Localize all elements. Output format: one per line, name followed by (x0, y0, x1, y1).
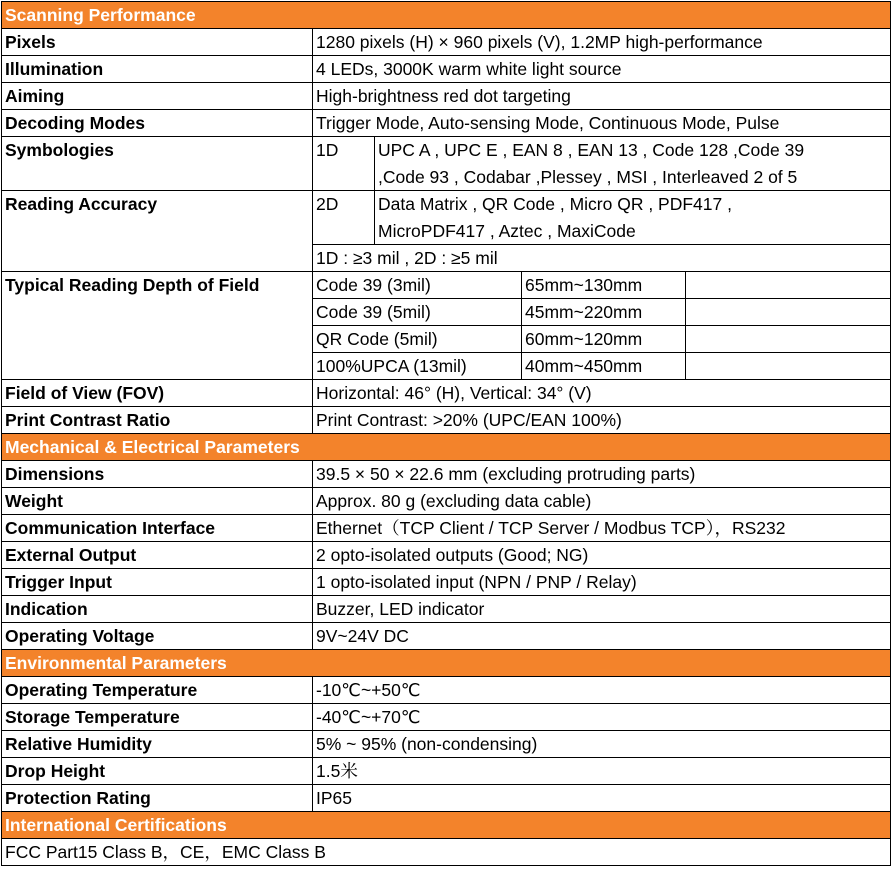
depth-range: 60mm~120mm (522, 326, 686, 353)
symbology-2d-value (375, 191, 891, 245)
spec-table (1, 1, 891, 866)
row-value: Ethernet（TCP Client / TCP Server / Modbus TCP），RS232 (313, 515, 891, 542)
row-label: Communication Interface (2, 515, 313, 542)
depth-empty (686, 353, 891, 380)
section-header-certifications: International Certifications (2, 812, 891, 839)
section-header-scanning: Scanning Performance (2, 2, 891, 29)
row-value: High-brightness red dot targeting (313, 83, 891, 110)
row-label: Storage Temperature (2, 704, 313, 731)
row-label: External Output (2, 542, 313, 569)
symbology-2d-line: MicroPDF417 , Aztec , MaxiCode (378, 220, 636, 241)
row-label: Print Contrast Ratio (2, 407, 313, 434)
symbology-1d-line: UPC A , UPC E , EAN 8 , EAN 13 , Code 128 ,Code 39 (378, 140, 805, 160)
symbology-1d-label: 1D (313, 137, 375, 191)
row-value: 9V~24V DC (313, 623, 891, 650)
section-row-mechanical (2, 434, 891, 461)
row-value: -10℃~+50℃ (313, 677, 891, 704)
row-label: Weight (2, 488, 313, 515)
table-row (2, 569, 891, 596)
table-row (2, 542, 891, 569)
row-label: Aiming (2, 83, 313, 110)
row-value: 1 opto-isolated input (NPN / PNP / Relay) (313, 569, 891, 596)
depth-empty (686, 299, 891, 326)
table-row (2, 137, 891, 191)
row-label: Relative Humidity (2, 731, 313, 758)
row-value: Horizontal: 46° (H), Vertical: 34° (V) (313, 380, 891, 407)
depth-range: 45mm~220mm (522, 299, 686, 326)
row-value: 1.5米 (313, 758, 891, 785)
table-row (2, 110, 891, 137)
table-row (2, 29, 891, 56)
row-value: -40℃~+70℃ (313, 704, 891, 731)
accuracy-value: 1D : ≥3 mil , 2D : ≥5 mil (313, 245, 891, 272)
depth-empty (686, 272, 891, 299)
symbology-2d-line: Data Matrix , QR Code , Micro QR , PDF417 , (378, 194, 732, 214)
row-label: Operating Voltage (2, 623, 313, 650)
row-value: 39.5 × 50 × 22.6 mm (excluding protruding parts) (313, 461, 891, 488)
table-row (2, 407, 891, 434)
row-label: Reading Accuracy (2, 191, 313, 272)
row-label: Protection Rating (2, 785, 313, 812)
row-label: Dimensions (2, 461, 313, 488)
symbology-2d-label: 2D (313, 191, 375, 245)
symbology-1d-value (375, 137, 891, 191)
depth-code: Code 39 (5mil) (313, 299, 522, 326)
table-row (2, 461, 891, 488)
table-row (2, 56, 891, 83)
row-value: 5% ~ 95% (non-condensing) (313, 731, 891, 758)
section-header-mechanical: Mechanical & Electrical Parameters (2, 434, 891, 461)
row-label: Illumination (2, 56, 313, 83)
table-row (2, 515, 891, 542)
row-label: Typical Reading Depth of Field (2, 272, 313, 380)
row-label: Drop Height (2, 758, 313, 785)
table-row (2, 488, 891, 515)
table-row (2, 191, 891, 245)
row-value: 1280 pixels (H) × 960 pixels (V), 1.2MP high-performance (313, 29, 891, 56)
depth-range: 65mm~130mm (522, 272, 686, 299)
table-row (2, 83, 891, 110)
symbology-1d-line: ,Code 93 , Codabar ,Plessey , MSI , Interleaved 2 of 5 (378, 166, 798, 187)
section-row-scanning (2, 2, 891, 29)
table-row (2, 623, 891, 650)
depth-range: 40mm~450mm (522, 353, 686, 380)
row-label: Symbologies (2, 137, 313, 191)
depth-code: QR Code (5mil) (313, 326, 522, 353)
row-label: Decoding Modes (2, 110, 313, 137)
table-row (2, 704, 891, 731)
row-label: Operating Temperature (2, 677, 313, 704)
depth-code: Code 39 (3mil) (313, 272, 522, 299)
certifications-value: FCC Part15 Class B，CE，EMC Class B (2, 839, 891, 866)
table-row (2, 596, 891, 623)
table-row (2, 785, 891, 812)
row-label: Field of View (FOV) (2, 380, 313, 407)
section-row-environmental (2, 650, 891, 677)
table-row (2, 380, 891, 407)
depth-code: 100%UPCA (13mil) (313, 353, 522, 380)
depth-empty (686, 326, 891, 353)
row-label: Indication (2, 596, 313, 623)
row-value: Approx. 80 g (excluding data cable) (313, 488, 891, 515)
table-row (2, 272, 891, 299)
section-row-certifications (2, 812, 891, 839)
row-value: Buzzer, LED indicator (313, 596, 891, 623)
row-value: Trigger Mode, Auto-sensing Mode, Continuous Mode, Pulse (313, 110, 891, 137)
table-row (2, 677, 891, 704)
row-label: Pixels (2, 29, 313, 56)
row-value: IP65 (313, 785, 891, 812)
table-row (2, 839, 891, 866)
table-row (2, 731, 891, 758)
table-row (2, 758, 891, 785)
row-value: Print Contrast: >20% (UPC/EAN 100%) (313, 407, 891, 434)
row-value: 2 opto-isolated outputs (Good; NG) (313, 542, 891, 569)
row-value: 4 LEDs, 3000K warm white light source (313, 56, 891, 83)
section-header-environmental: Environmental Parameters (2, 650, 891, 677)
row-label: Trigger Input (2, 569, 313, 596)
